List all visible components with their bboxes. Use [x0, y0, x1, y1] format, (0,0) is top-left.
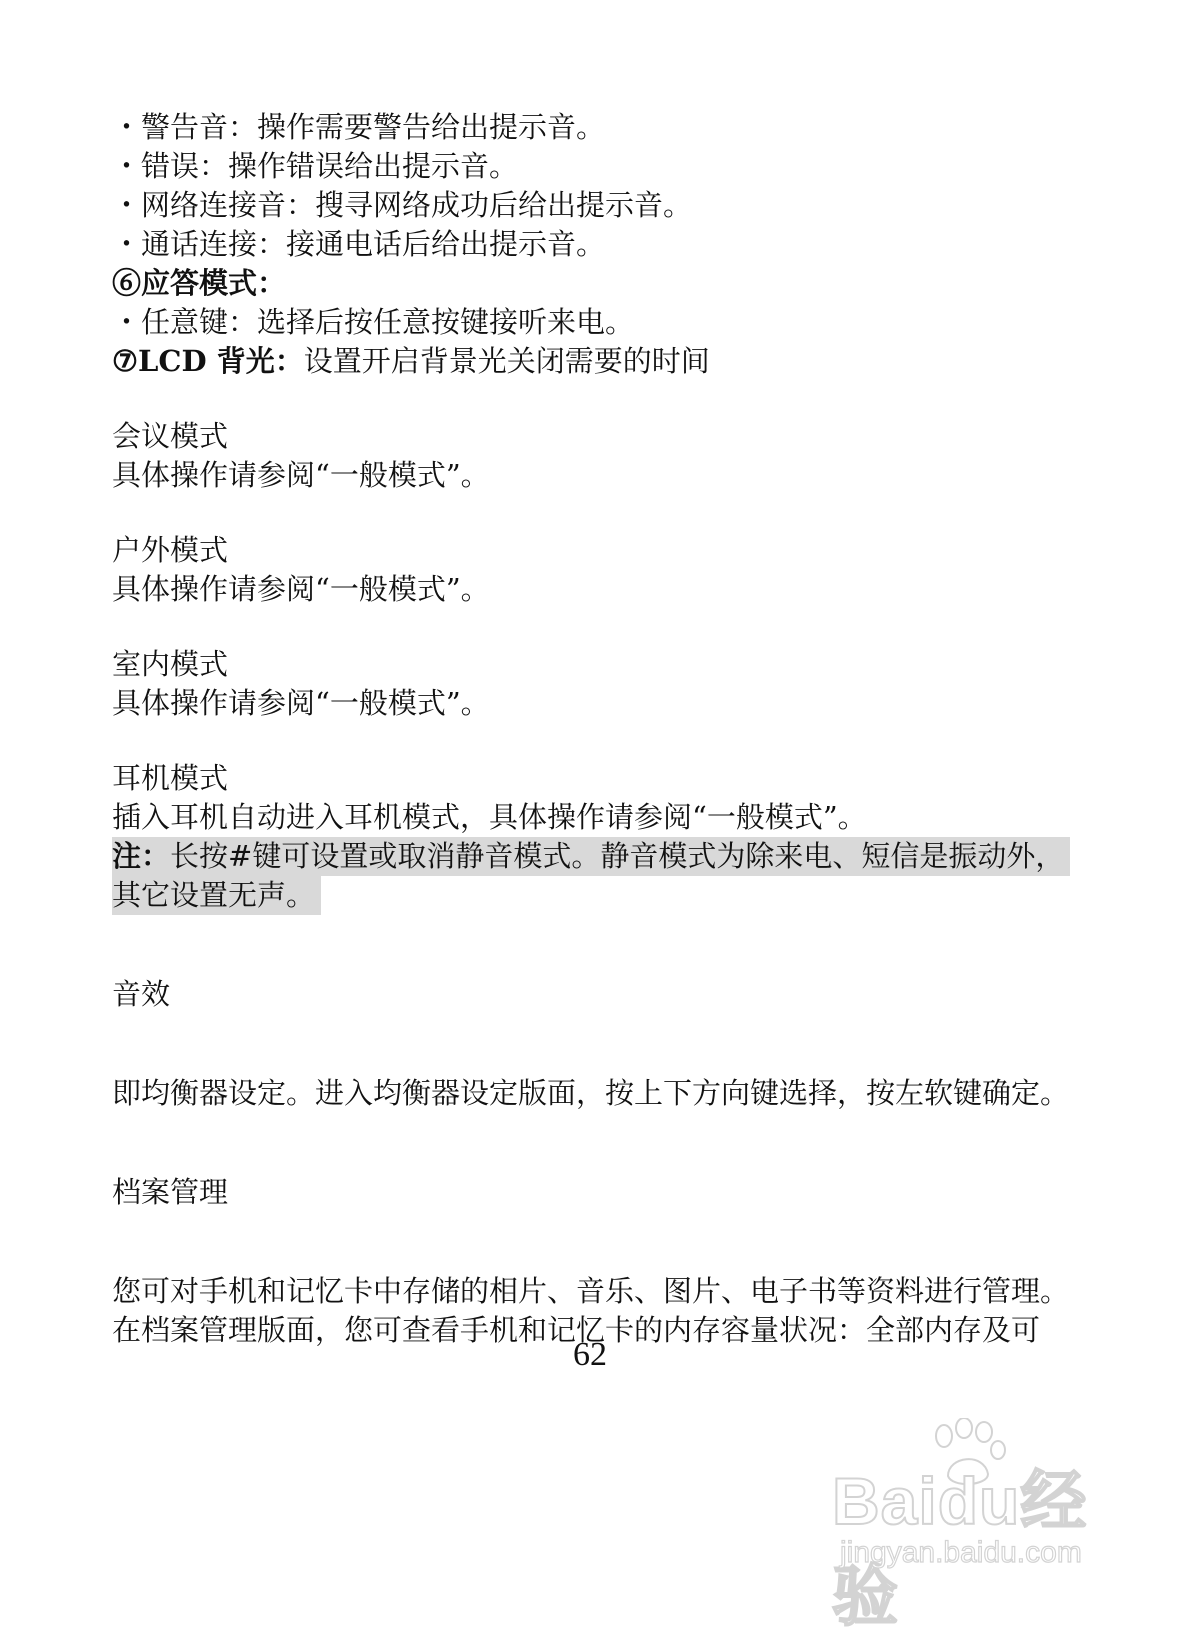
note-text-line2: 其它设置无声。 — [112, 876, 321, 915]
meeting-mode-heading: 会议模式 — [112, 419, 229, 453]
baidu-watermark — [832, 1418, 1122, 1633]
watermark-url: jingyan.baidu.com — [840, 1536, 1082, 1569]
silent-note-highlight — [112, 837, 1070, 876]
lcd-backlight-line — [112, 342, 1072, 381]
lcd-backlight-text: 设置开启背景光关闭需要的时间 — [303, 344, 710, 378]
file-manager-text-line1: 您可对手机和记忆卡中存储的相片、音乐、图片、电子书等资料进行管理。 — [112, 1274, 1070, 1308]
bullet-error-tone: ・错误：操作错误给出提示音。 — [112, 149, 519, 183]
bullet-warning-tone: ・警告音：操作需要警告给出提示音。 — [112, 110, 606, 144]
silent-note-line1 — [112, 837, 1072, 876]
bullet-network-tone: ・网络连接音：搜寻网络成功后给出提示音。 — [112, 188, 693, 222]
meeting-mode-text: 具体操作请参阅“一般模式”。 — [112, 458, 490, 492]
bullet-call-tone: ・通话连接：接通电话后给出提示音。 — [112, 227, 606, 261]
answer-mode-heading: ⑥应答模式： — [112, 266, 287, 300]
sound-effect-heading: 音效 — [112, 977, 171, 1011]
watermark-brand: Baidu经验 — [832, 1464, 1088, 1633]
bullet-any-key: ・任意键：选择后按任意按键接听来电。 — [112, 305, 635, 339]
indoor-mode-heading: 室内模式 — [112, 647, 229, 681]
headset-mode-text: 插入耳机自动进入耳机模式，具体操作请参阅“一般模式”。 — [112, 800, 867, 834]
silent-note-line2 — [112, 876, 1072, 915]
outdoor-mode-heading: 户外模式 — [112, 533, 229, 567]
headset-mode-heading: 耳机模式 — [112, 761, 229, 795]
note-label: 注： — [112, 839, 171, 873]
page-number: 62 — [573, 1336, 607, 1373]
document-page — [112, 108, 1072, 1350]
indoor-mode-text: 具体操作请参阅“一般模式”。 — [112, 686, 490, 720]
file-manager-text-line2: 在档案管理版面，您可查看手机和记忆卡的内存容量状况：全部内存及可 — [112, 1313, 1041, 1347]
note-text-line1: 长按#键可设置或取消静音模式。静音模式为除来电、短信是振动外， — [170, 839, 1065, 873]
sound-effect-text: 即均衡器设定。进入均衡器设定版面，按上下方向键选择，按左软键确定。 — [112, 1076, 1070, 1110]
outdoor-mode-text: 具体操作请参阅“一般模式”。 — [112, 572, 490, 606]
lcd-backlight-label: ⑦LCD 背光： — [112, 344, 304, 378]
file-manager-heading: 档案管理 — [112, 1175, 229, 1209]
